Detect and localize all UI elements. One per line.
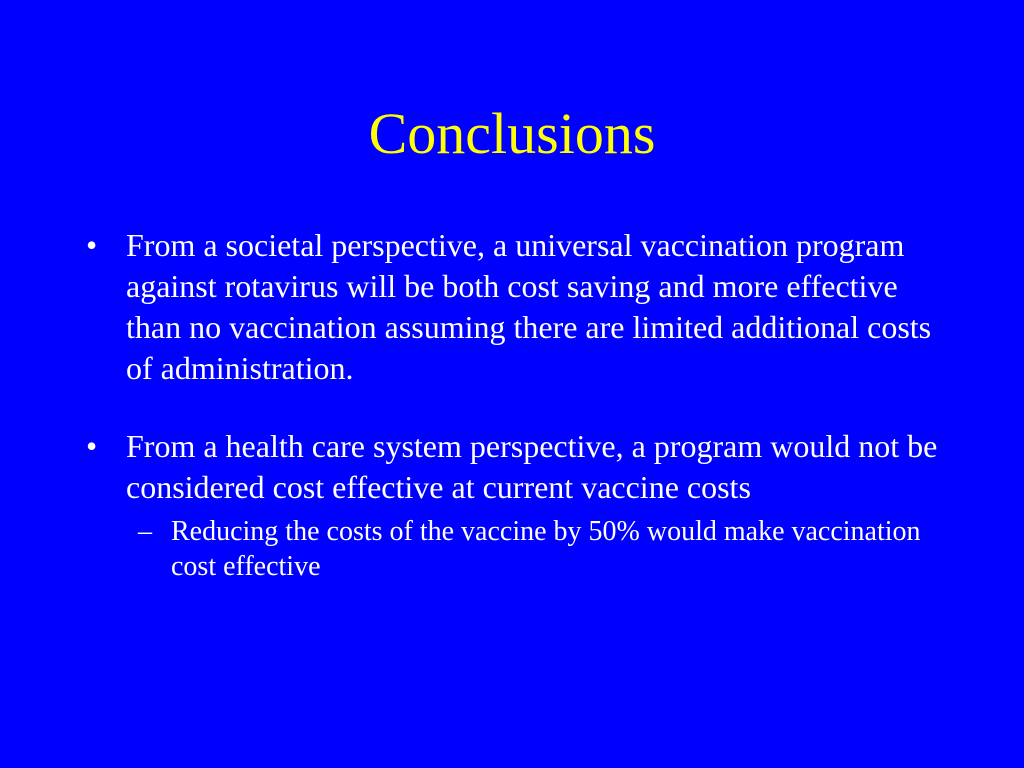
bullet-text: From a health care system perspective, a program would not be considered cost effective at current vaccine costs (126, 428, 938, 505)
slide-title: Conclusions (368, 101, 656, 166)
sub-bullet-list (126, 514, 946, 584)
sub-bullet-text: Reducing the costs of the vaccine by 50% would make vaccination cost effective (171, 516, 921, 582)
bullet-item (86, 426, 946, 584)
bullet-marker-icon: • (86, 227, 98, 263)
sub-bullet-item (126, 514, 946, 584)
bullet-item (86, 225, 946, 389)
bullet-marker-icon: • (86, 428, 98, 464)
dash-marker-icon: – (138, 516, 152, 547)
bullet-list (86, 225, 946, 584)
bullet-text: From a societal perspective, a universal vaccination program against rotavirus will be both cost saving and more effective than no vaccination assuming there are limited additional costs of administration. (126, 227, 932, 386)
